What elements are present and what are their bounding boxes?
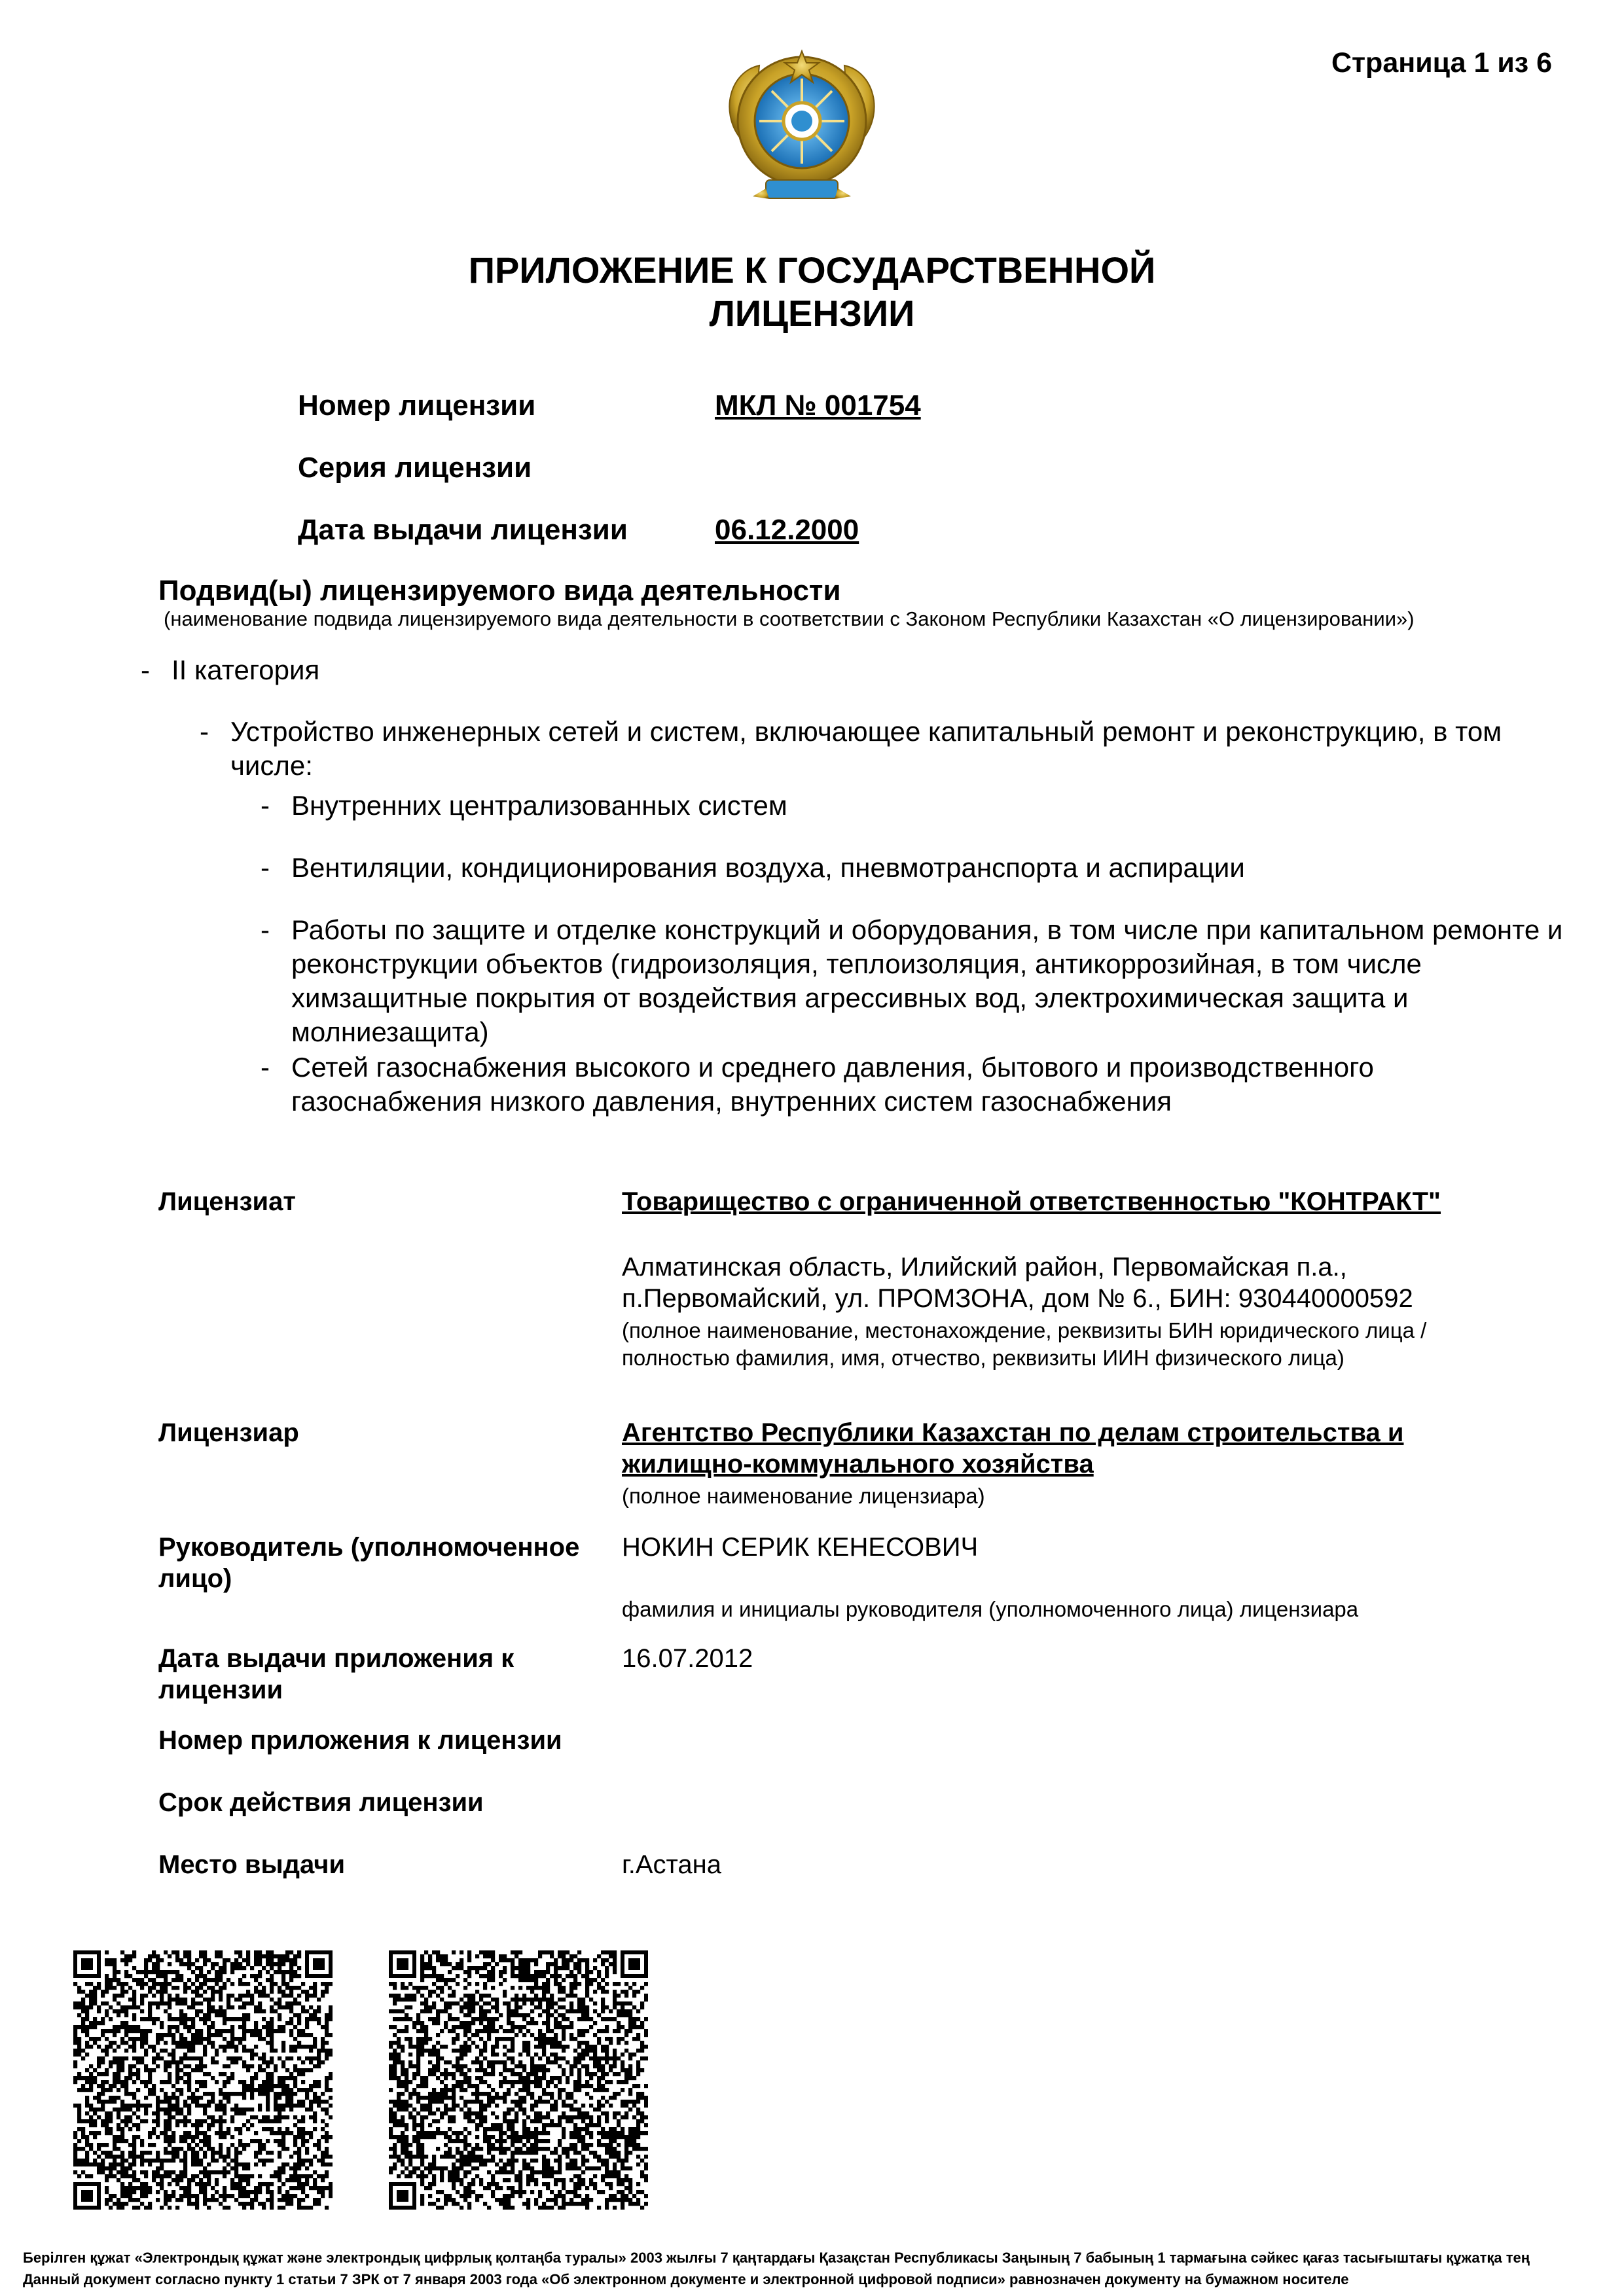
licensee-address: Алматинская область, Илийский район, Первомайская п.а., п.Первомайский, ул. ПРОМЗОНА, дом № 6., БИН: 930440000592: [622, 1253, 1413, 1313]
document-title: [0, 249, 1624, 335]
group-item: Устройство инженерных сетей и систем, включающее капитальный ремонт и реконструкцию, в том числе:: [230, 716, 1502, 781]
head-value: НОКИН СЕРИК КЕНЕСОВИЧ: [622, 1533, 979, 1562]
qr-code: [389, 1950, 648, 2210]
head-label: Руководитель (уполномоченное лицо): [158, 1533, 580, 1593]
dash-marker: -: [261, 790, 270, 821]
footer-legal-kz: Берілген құжат «Электрондық құжат және электрондық цифрлық қолтаңба туралы» 2003 жылғы 7 қаңтардағы Қазақстан Республикасы Заңының 7 бабының 1 тармағына сәйкес қағаз тасығыштағы құжатқа тең: [23, 2250, 1530, 2266]
subtypes-heading: Подвид(ы) лицензируемого вида деятельности: [158, 575, 841, 607]
licensee-name: Товарищество с ограниченной ответственностью "КОНТРАКТ": [622, 1187, 1441, 1216]
license-number-label: Номер лицензии: [298, 389, 536, 422]
category-item: II категория: [171, 655, 320, 685]
licensor-name: Агентство Республики Казахстан по делам строительства и жилищно-коммунального хозяйства: [622, 1418, 1404, 1479]
page-number: Страница 1 из 6: [1331, 47, 1552, 79]
license-number-value: МКЛ № 001754: [715, 389, 921, 422]
licensor-note: (полное наименование лицензиара): [622, 1484, 985, 1508]
subtype-item: Работы по защите и отделке конструкций и оборудования, в том числе при капитальном ремонте и реконструкции объектов (гидроизоляция, теплоизоляция, антикоррозийная, в том числе химзащитные покрытия от воздействия агрессивных вод, электрохимическая защита и молниезащита): [291, 914, 1563, 1047]
appendix-date-value: 16.07.2012: [622, 1644, 753, 1673]
title-line-1: ПРИЛОЖЕНИЕ К ГОСУДАРСТВЕННОЙ: [468, 249, 1156, 291]
license-series-label: Серия лицензии: [298, 452, 532, 484]
place-value: г.Астана: [622, 1850, 721, 1879]
license-date-value: 06.12.2000: [715, 514, 859, 546]
qr-code: [73, 1950, 333, 2210]
dash-marker: -: [261, 852, 270, 883]
dash-marker: -: [200, 716, 209, 747]
subtype-item: Вентиляции, кондиционирования воздуха, пневмотранспорта и аспирации: [291, 852, 1245, 883]
state-emblem: [713, 39, 890, 216]
license-date-label: Дата выдачи лицензии: [298, 514, 628, 546]
licensee-note: (полное наименование, местонахождение, реквизиты БИН юридического лица / полностью фамилия, имя, отчество, реквизиты ИИН физического лица): [622, 1318, 1427, 1370]
dash-marker: -: [261, 1052, 270, 1083]
validity-label: Срок действия лицензии: [158, 1788, 484, 1817]
subtype-item: Сетей газоснабжения высокого и среднего давления, бытового и производственного газоснабжения низкого давления, внутренних систем газоснабжения: [291, 1052, 1374, 1117]
dash-marker: -: [261, 914, 270, 945]
licensor-label: Лицензиар: [158, 1418, 299, 1447]
title-line-2: ЛИЦЕНЗИИ: [709, 293, 915, 334]
appendix-date-label: Дата выдачи приложения к лицензии: [158, 1644, 514, 1704]
footer-legal-ru: Данный документ согласно пункту 1 статьи 7 ЗРК от 7 января 2003 года «Об электронном документе и электронной цифровой подписи» равнозначен документу на бумажном носителе: [23, 2271, 1349, 2287]
appendix-number-label: Номер приложения к лицензии: [158, 1726, 562, 1755]
subtype-item: Внутренних централизованных систем: [291, 790, 787, 821]
dash-marker: -: [141, 655, 150, 685]
subtypes-note: (наименование подвида лицензируемого вида деятельности в соответствии с Законом Республики Казахстан «О лицензировании»): [164, 607, 1415, 630]
head-note: фамилия и инициалы руководителя (уполномоченного лица) лицензиара: [622, 1597, 1359, 1621]
licensee-label: Лицензиат: [158, 1187, 296, 1216]
place-label: Место выдачи: [158, 1850, 346, 1879]
